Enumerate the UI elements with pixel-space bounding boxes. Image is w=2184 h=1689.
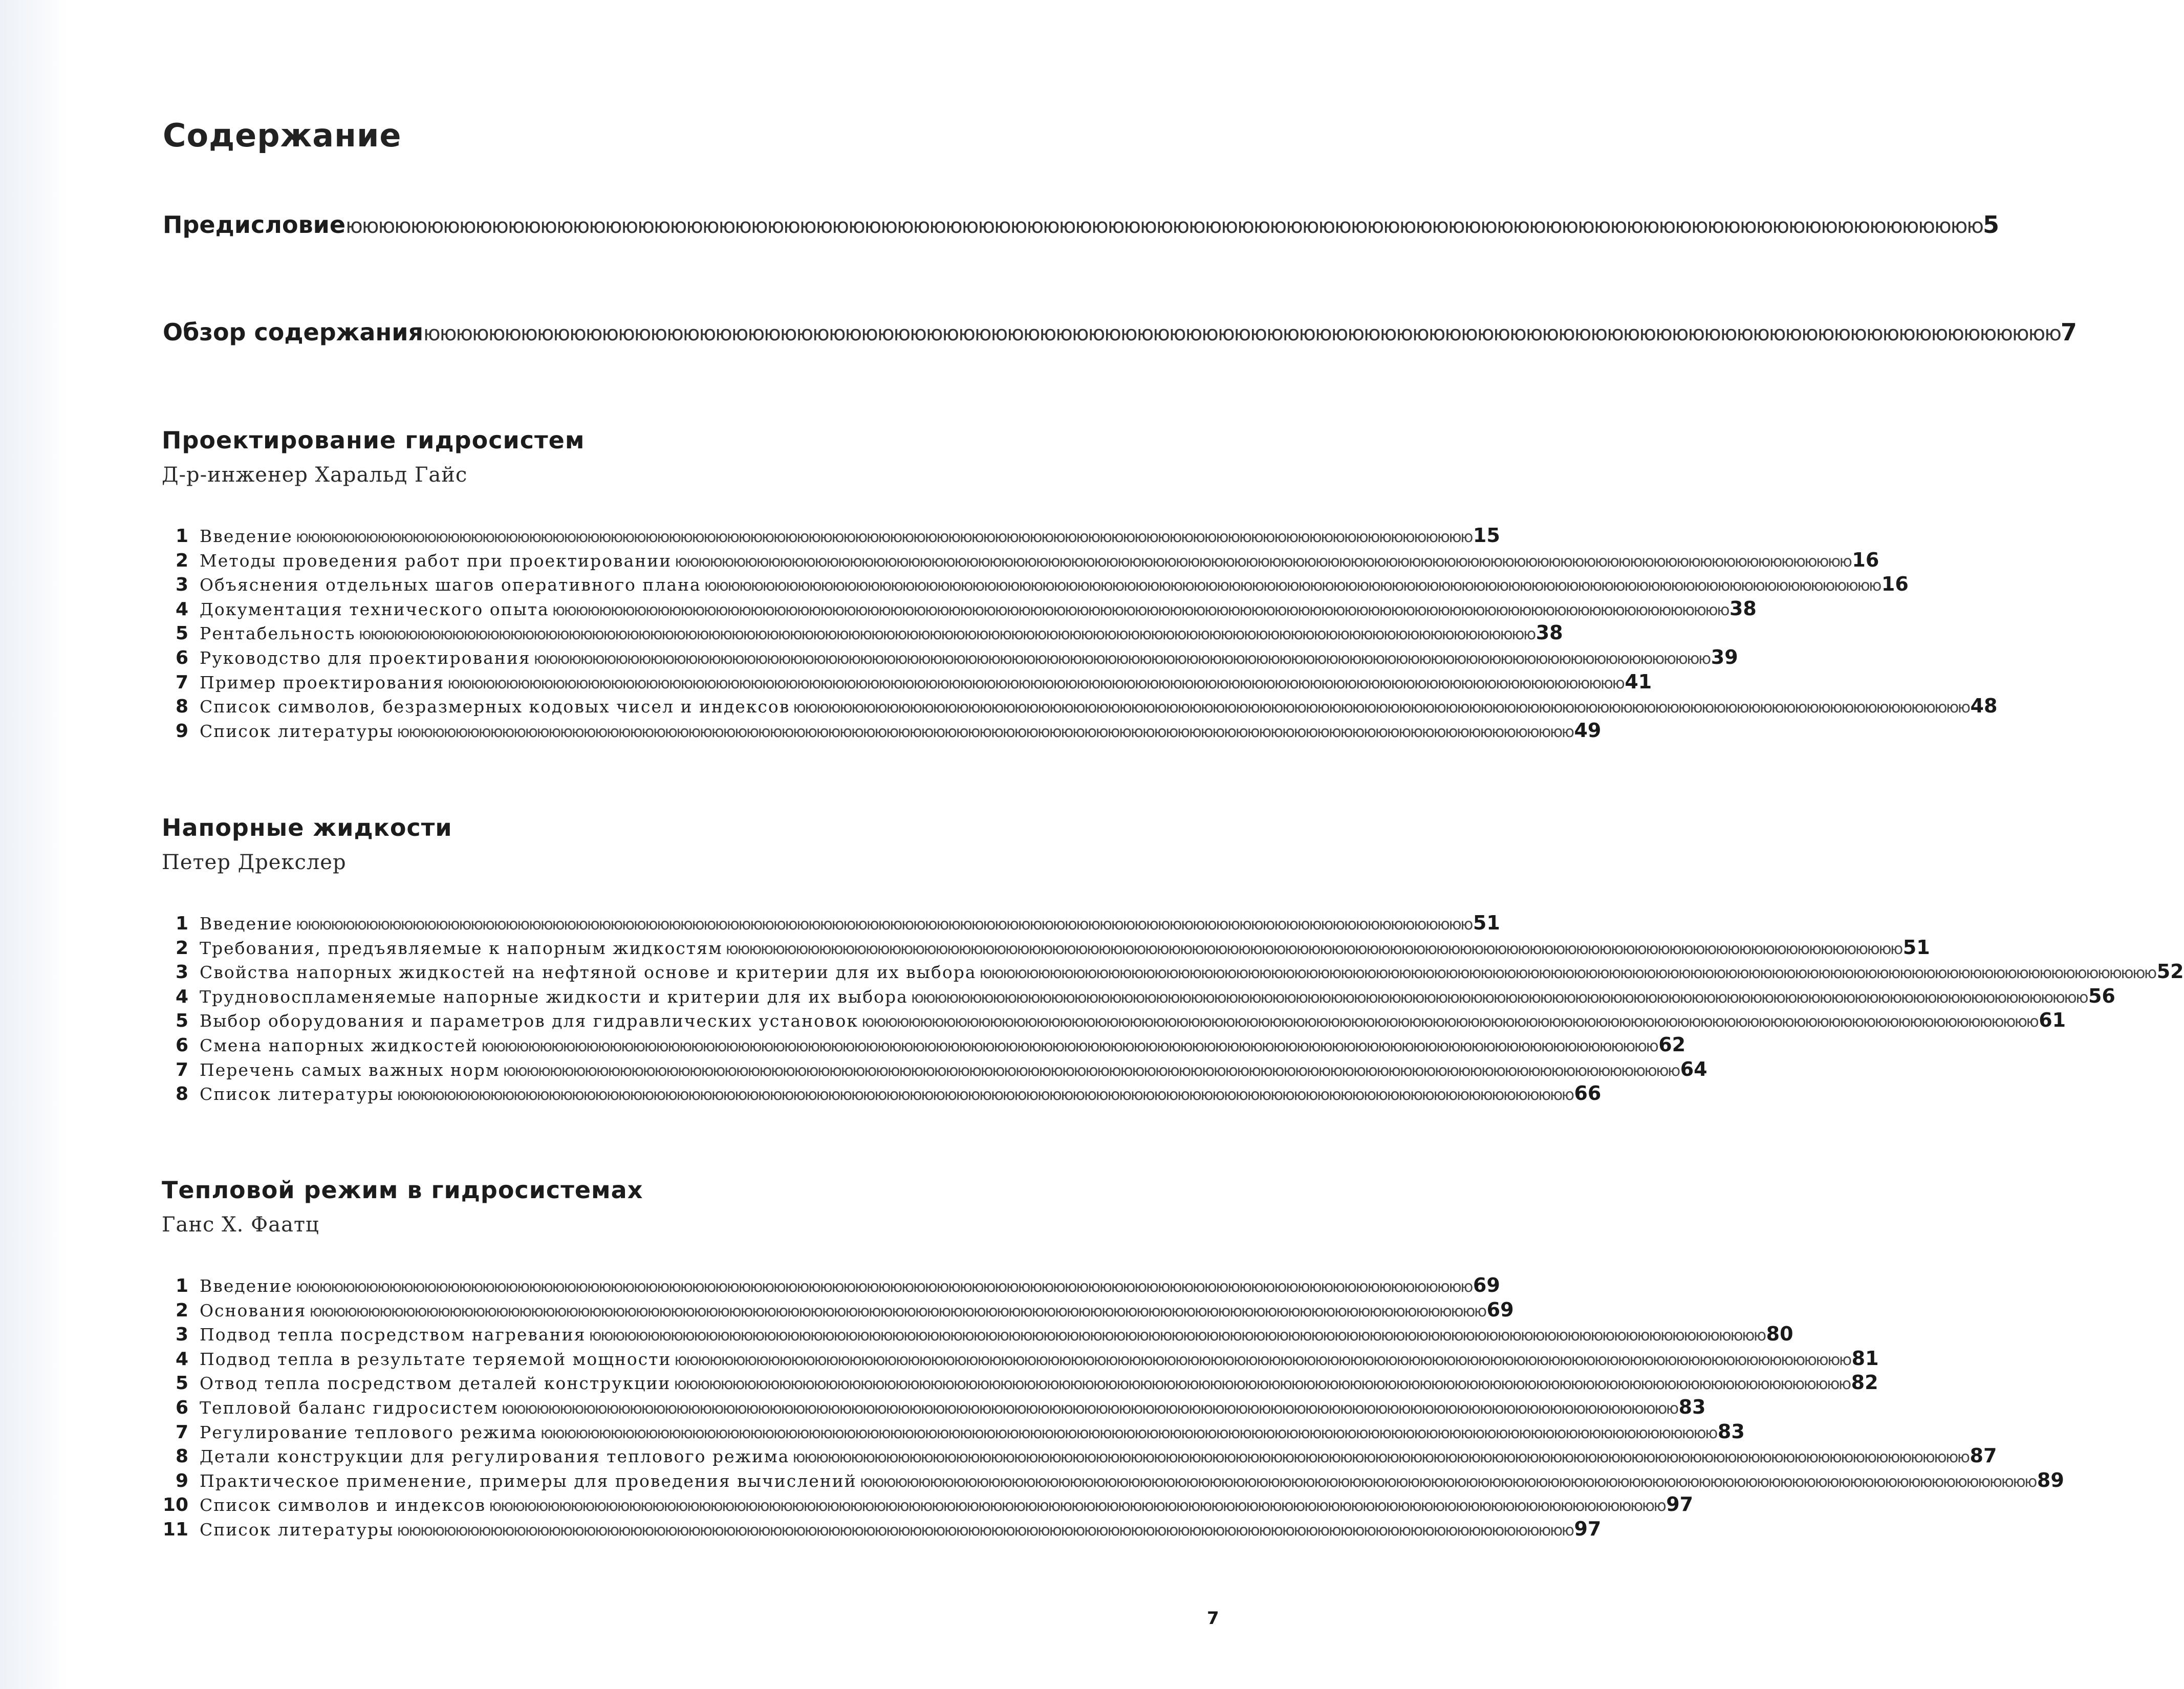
toc-item-number: 3 — [175, 574, 188, 596]
toc-item — [162, 694, 1998, 719]
toc-list — [162, 911, 2184, 1106]
toc-item-page: 82 — [1851, 1371, 1878, 1394]
toc-item-page: 81 — [1851, 1347, 1879, 1370]
toc-item-page: 51 — [1902, 936, 1930, 959]
toc-item-page: 89 — [2037, 1468, 2064, 1491]
toc-item — [162, 524, 1500, 548]
toc-item — [162, 984, 2115, 1009]
toc-item-number: 11 — [162, 1519, 188, 1540]
toc-item-page: 64 — [1680, 1057, 1707, 1080]
toc-item — [162, 670, 1652, 695]
toc-entry-page: 7 — [2060, 318, 2077, 346]
toc-item — [162, 1468, 2064, 1493]
toc-item-page: 56 — [2088, 984, 2115, 1007]
toc-item-page: 66 — [1574, 1082, 1602, 1105]
toc-item — [162, 597, 1757, 621]
toc-item-label: Требования, предъявляемые к напорным жидкостям — [200, 938, 723, 958]
dot-leader: ююююююююююююююююююююююююююююююююююююююююююююююююююююююююююююююююююююююююююююююююююююююююююююююююююююю — [792, 1448, 1969, 1467]
section-author: Ганс Х. Фаатц — [162, 1213, 319, 1237]
toc-list — [162, 524, 1998, 743]
toc-section — [162, 426, 1998, 743]
toc-item-label: Список символов и индексов — [200, 1495, 486, 1515]
toc-entry-page: 5 — [1982, 211, 1999, 239]
toc-item-page: 87 — [1970, 1444, 1997, 1467]
dot-leader: ююююююююююююююююююююююююююююююююююююююююююююююююююююююююююююююююююююююююююююююююююююююююююююююююююююю — [503, 1062, 1679, 1080]
dot-leader: ююююююююююююююююююююююююююююююююююююююююююююююююююююююююююююююююююююююююююююююююююююююююююююююююююююю — [423, 322, 2061, 345]
dot-leader: ююююююююююююююююююююююююююююююююююююююююююююююююююююююююююююююююююююююююююююююююююююююююююююююююююююю — [979, 964, 2156, 983]
toc-item-label: Практическое применение, примеры для проведения вычислений — [200, 1470, 857, 1491]
toc-list — [162, 1273, 2064, 1542]
toc-item-number: 7 — [175, 1059, 188, 1080]
toc-item — [162, 1057, 1707, 1082]
dot-leader: ююююююююююююююююююююююююююююююююююююююююююююююююююююююююююююююююююююююююююююююююююююююююююююююююююююю — [861, 1013, 2038, 1031]
toc-item-label: Введение — [200, 1276, 293, 1296]
toc-item — [162, 1081, 1602, 1106]
toc-item — [162, 1444, 1997, 1468]
dot-leader: ююююююююююююююююююююююююююююююююююююююююююююююююююююююююююююююююююююююююююююююююююююююююююююююююююююю — [704, 577, 1880, 595]
dot-leader: ююююююююююююююююююююююююююююююююююююююююююююююююююююююююююююююююююююююююююююююююююююююююююююююююююююю — [674, 1375, 1850, 1394]
dot-leader: ююююююююююююююююююююююююююююююююююююююююююююююююююююююююююююююююююююююююююююююююююююююююююююююююююююю — [533, 649, 1710, 668]
toc-item-label: Введение — [200, 914, 293, 934]
page-title: Содержание — [163, 117, 402, 154]
dot-leader: ююююююююююююююююююююююююююююююююююююююююююююююююююююююююююююююююююююююююююююююююююююююююююююююююююююю — [397, 1521, 1573, 1540]
toc-item-number: 4 — [175, 986, 188, 1007]
toc-item-number: 3 — [175, 962, 188, 983]
toc-item-page: 41 — [1625, 670, 1652, 693]
dot-leader: ююююююююююююююююююююююююююююююююююююююююююююююююююююююююююююююююююююююююююююююююююююююююююююююююююююю — [295, 1278, 1472, 1296]
toc-item-page: 39 — [1711, 645, 1738, 668]
toc-item-page: 69 — [1473, 1274, 1500, 1296]
toc-item-number: 7 — [175, 1421, 188, 1443]
toc-item-number: 6 — [175, 1034, 188, 1056]
page-number: 7 — [1207, 1608, 1219, 1629]
toc-item-number: 2 — [175, 1300, 188, 1321]
page-edge-shadow — [0, 0, 67, 1689]
toc-item-page: 97 — [1666, 1493, 1694, 1516]
section-author: Д-р-инженер Харальд Гайс — [162, 463, 468, 487]
toc-item-number: 8 — [175, 1446, 188, 1467]
section-title: Напорные жидкости — [162, 814, 452, 841]
toc-item — [162, 1347, 1879, 1371]
toc-entry-preface — [163, 211, 1999, 239]
toc-item-number: 3 — [175, 1324, 188, 1346]
toc-item — [162, 719, 1602, 743]
toc-item-label: Список литературы — [200, 721, 394, 741]
dot-leader: ююююююююююююююююююююююююююююююююююююююююююююююююююююююююююююююююююююююююююююююююююююююююююююююююююююю — [295, 916, 1472, 934]
toc-item-number: 9 — [175, 1470, 188, 1491]
dot-leader: ююююююююююююююююююююююююююююююююююююююююююююююююююююююююююююююююююююююююююююююююююююююююююююююююююююю — [552, 601, 1728, 619]
toc-item-label: Смена напорных жидкостей — [200, 1035, 479, 1055]
toc-item-label: Детали конструкции для регулирования теплового режима — [200, 1446, 790, 1467]
toc-item-page: 16 — [1881, 573, 1909, 596]
toc-section — [162, 814, 2184, 1106]
toc-item-page: 49 — [1574, 719, 1602, 742]
toc-item-page: 83 — [1717, 1420, 1745, 1443]
dot-leader: ююююююююююююююююююююююююююююююююююююююююююююююююююююююююююююююююююююююююююююююююююююююююююююююююююююю — [725, 940, 1902, 958]
dot-leader: ююююююююююююююююююююююююююююююююююююююююююююююююююююююююююююююююююююююююююююююююююююююююююююююююююююю — [675, 552, 1851, 571]
section-title: Тепловой режим в гидросистемах — [162, 1176, 643, 1204]
toc-item — [162, 572, 1909, 597]
dot-leader: ююююююююююююююююююююююююююююююююююююююююююююююююююююююююююююююююююююююююююююююююююююююююююююююююююююю — [589, 1327, 1765, 1345]
toc-item-label: Список символов, безразмерных кодовых чисел и индексов — [200, 697, 790, 717]
toc-item-number: 6 — [175, 647, 188, 668]
toc-item-label: Подвод тепла в результате теряемой мощности — [200, 1349, 672, 1369]
toc-entry-label: Предисловие — [163, 211, 346, 239]
toc-item-number: 5 — [175, 1010, 188, 1032]
toc-item-number: 5 — [175, 623, 188, 644]
toc-item — [162, 1298, 1514, 1323]
toc-item-page: 62 — [1658, 1033, 1686, 1056]
dot-leader: ююююююююююююююююююююююююююююююююююююююююююююююююююююююююююююююююююююююююююююююююююююююююююююююююююююю — [540, 1424, 1717, 1442]
dot-leader: ююююююююююююююююююююююююююююююююююююююююююююююююююююююююююююююююююююююююююююююююююююююююююююююююююююю — [345, 214, 1983, 238]
toc-item-page: 61 — [2039, 1009, 2066, 1032]
toc-item-label: Выбор оборудования и параметров для гидравлических установок — [200, 1011, 859, 1031]
toc-item-number: 8 — [175, 696, 188, 718]
toc-item — [162, 1371, 1878, 1395]
dot-leader: ююююююююююююююююююююююююююююююююююююююююююююююююююююююююююююююююююююююююююююююююююююююююююююююююююююю — [397, 1086, 1573, 1105]
dot-leader: ююююююююююююююююююююююююююююююююююююююююююююююююююююююююююююююююююююююююююююююююююююююююююююююююююююю — [295, 528, 1472, 546]
dot-leader: ююююююююююююююююююююююююююююююююююююююююююююююююююююююююююююююююююююююююююююююююююююююююююююююююююююю — [447, 674, 1624, 692]
toc-section — [162, 1176, 2064, 1542]
dot-leader: ююююююююююююююююююююююююююююююююююююююююююююююююююююююююююююююююююююююююююююююююююююююююююююююююююююю — [859, 1473, 2036, 1491]
toc-item-label: Методы проведения работ при проектировании — [200, 550, 672, 571]
toc-item — [162, 1420, 1745, 1444]
toc-item-number: 1 — [175, 913, 188, 934]
section-title: Проектирование гидросистем — [162, 426, 585, 454]
toc-item-page: 52 — [2156, 960, 2184, 983]
toc-item — [162, 1395, 1706, 1420]
toc-item-label: Введение — [200, 526, 293, 546]
toc-item-page: 97 — [1574, 1517, 1602, 1540]
dot-leader: ююююююююююююююююююююююююююююююююююююююююююююююююююююююююююююююююююююююююююююююююююююююююююююююююююююю — [481, 1037, 1658, 1055]
toc-item-label: Объяснения отдельных шагов оперативного плана — [200, 575, 701, 595]
toc-item-page: 83 — [1678, 1395, 1706, 1418]
dot-leader: ююююююююююююююююююююююююююююююююююююююююююююююююююююююююююююююююююююююююююююююююююююююююююююююююююююю — [793, 699, 1970, 717]
toc-item — [162, 645, 1738, 670]
toc-item-label: Трудновоспламеняемые напорные жидкости и критерии для их выбора — [200, 986, 908, 1007]
section-author: Петер Дрекслер — [162, 851, 347, 874]
toc-item-page: 69 — [1486, 1298, 1514, 1321]
toc-item-number: 2 — [175, 937, 188, 959]
toc-entry-label: Обзор содержания — [163, 318, 424, 346]
toc-item-number: 8 — [175, 1084, 188, 1105]
toc-item-page: 38 — [1536, 621, 1563, 644]
toc-item-label: Основания — [200, 1300, 307, 1320]
toc-item-label: Рентабельность — [200, 623, 356, 644]
toc-item-page: 80 — [1766, 1323, 1793, 1346]
toc-item — [162, 1492, 1694, 1517]
dot-leader: ююююююююююююююююююююююююююююююююююююююююююююююююююююююююююююююююююююююююююююююююююююююююююююююююююююю — [501, 1399, 1678, 1418]
toc-item-label: Тепловой баланс гидросистем — [200, 1397, 499, 1418]
toc-item — [162, 936, 1930, 960]
toc-item — [162, 911, 1500, 936]
toc-item-number: 1 — [175, 526, 188, 547]
toc-item-label: Подвод тепла посредством нагревания — [200, 1325, 586, 1345]
toc-item — [162, 960, 2184, 984]
dot-leader: ююююююююююююююююююююююююююююююююююююююююююююююююююююююююююююююююююююююююююююююююююююююююююююююююююююю — [674, 1351, 1851, 1369]
toc-item-label: Перечень самых важных норм — [200, 1059, 500, 1080]
toc-item-page: 38 — [1729, 597, 1757, 620]
toc-item-number: 5 — [175, 1373, 188, 1394]
toc-item-number: 2 — [175, 550, 188, 571]
toc-item — [162, 548, 1879, 573]
toc-item — [162, 1008, 2066, 1033]
toc-item — [162, 1273, 1500, 1298]
toc-item-label: Регулирование теплового режима — [200, 1422, 537, 1442]
toc-item-number: 6 — [175, 1397, 188, 1418]
toc-item-number: 9 — [175, 720, 188, 742]
toc-entry-overview — [163, 318, 2077, 346]
toc-item-number: 4 — [175, 1348, 188, 1370]
toc-item-label: Отвод тепла посредством деталей конструкции — [200, 1373, 671, 1394]
dot-leader: ююююююююююююююююююююююююююююююююююююююююююююююююююююююююююююююююююююююююююююююююююююююююююююююююююююю — [397, 723, 1573, 741]
toc-item-number: 7 — [175, 672, 188, 693]
toc-item-label: Документация технического опыта — [200, 599, 549, 619]
toc-item-label: Руководство для проектирования — [200, 647, 531, 668]
toc-item-page: 48 — [1970, 695, 1998, 718]
toc-item — [162, 1322, 1793, 1347]
toc-item-label: Свойства напорных жидкостей на нефтяной основе и критерии для их выбора — [200, 962, 977, 983]
dot-leader: ююююююююююююююююююююююююююююююююююююююююююююююююююююююююююююююююююююююююююююююююююююююююююююююююююююю — [358, 625, 1535, 644]
toc-item — [162, 621, 1563, 645]
toc-item-number: 10 — [162, 1495, 188, 1516]
dot-leader: ююююююююююююююююююююююююююююююююююююююююююююююююююююююююююююююююююююююююююююююююююююююююююююююююююююю — [309, 1302, 1486, 1320]
dot-leader: ююююююююююююююююююююююююююююююююююююююююююююююююююююююююююююююююююююююююююююююююююююююююююююююююююююю — [489, 1497, 1666, 1515]
toc-item-label: Список литературы — [200, 1084, 394, 1105]
toc-item-page: 16 — [1852, 548, 1879, 571]
toc-item-page: 51 — [1473, 912, 1500, 934]
toc-item-number: 4 — [175, 598, 188, 620]
toc-item-label: Список литературы — [200, 1519, 394, 1540]
toc-item — [162, 1517, 1602, 1542]
toc-item-page: 15 — [1473, 524, 1500, 547]
toc-item — [162, 1033, 1686, 1057]
toc-item-label: Пример проектирования — [200, 672, 445, 692]
dot-leader: ююююююююююююююююююююююююююююююююююююююююююююююююююююююююююююююююююююююююююююююююююююююююююююююююююююю — [911, 988, 2087, 1007]
toc-item-number: 1 — [175, 1275, 188, 1296]
